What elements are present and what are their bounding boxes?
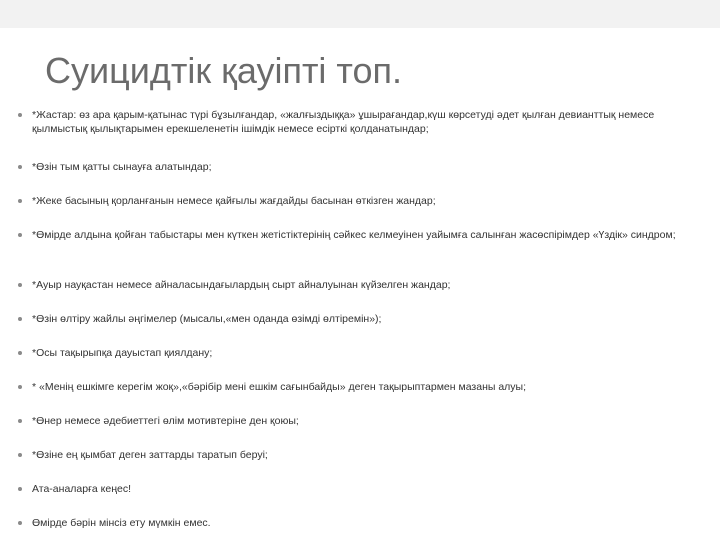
list-item-text: *Өнер немесе әдебиеттегі өлім мотивтеріне ден қоюы;: [32, 415, 299, 427]
bullet-icon: [18, 385, 22, 389]
list-item-text: *Жастар: өз ара қарым-қатынас түрі бұзылғандар, «жалғыздыққа» ұшырағандар,күш көрсетуді әдет қылған девианттық немесе қылмыстық қылықтарымен ерекшеленетін ішімдік немесе есірткі қолданатындар;: [32, 109, 655, 135]
bullet-icon: [18, 233, 22, 237]
list-item: [18, 228, 676, 242]
list-item-text: *Ауыр науқастан немесе айналасындағылардың сырт айналуынан күйзелген жандар;: [32, 279, 451, 291]
list-item: [18, 160, 212, 174]
list-item: [18, 346, 212, 360]
list-item: [18, 414, 299, 428]
list-item-text: *Өзін өлтіру жайлы әңгімелер (мысалы,«мен оданда өзімді өлтіремін»);: [32, 313, 382, 325]
list-item: [18, 448, 268, 462]
bullet-icon: [18, 283, 22, 287]
bullet-icon: [18, 113, 22, 117]
list-item-text: Өмірде бәрін мінсіз ету мүмкін емес.: [32, 517, 211, 529]
list-item: [18, 380, 526, 394]
bullet-icon: [18, 199, 22, 203]
list-item-text: *Өмірде алдына қойған табыстары мен күткен жетістіктерінің сәйкес келмеуінен уайымға салынған жасөспірімдер «Үздік» синдром;: [32, 229, 676, 241]
bullet-icon: [18, 351, 22, 355]
bullet-icon: [18, 487, 22, 491]
bullet-icon: [18, 419, 22, 423]
list-item-text: Ата-аналарға кеңес!: [32, 483, 132, 495]
header-band: [0, 0, 720, 28]
list-item-text: *Өзін тым қатты сынауға алатындар;: [32, 161, 212, 173]
list-item: [18, 108, 708, 136]
list-item: [18, 312, 381, 326]
list-item: [18, 482, 131, 496]
bullet-icon: [18, 453, 22, 457]
bullet-icon: [18, 521, 22, 525]
list-item-text: *Осы тақырыпқа дауыстап қиялдану;: [32, 347, 213, 359]
bullet-icon: [18, 165, 22, 169]
slide-title: Суицидтік қауіпті топ.: [45, 50, 403, 91]
list-item-text: *Жеке басының қорланғанын немесе қайғылы жағдайды басынан өткізген жандар;: [32, 195, 436, 207]
list-item: [18, 194, 436, 208]
list-item: [18, 516, 211, 530]
list-item: [18, 278, 450, 292]
list-item-text: * «Менің ешкімге керегім жоқ»,«бәрібір мені ешкім сағынбайды» деген тақырыптармен мазаны алуы;: [32, 381, 527, 393]
list-item-text: *Өзіне ең қымбат деген заттарды таратып беруі;: [32, 449, 268, 461]
bullet-icon: [18, 317, 22, 321]
